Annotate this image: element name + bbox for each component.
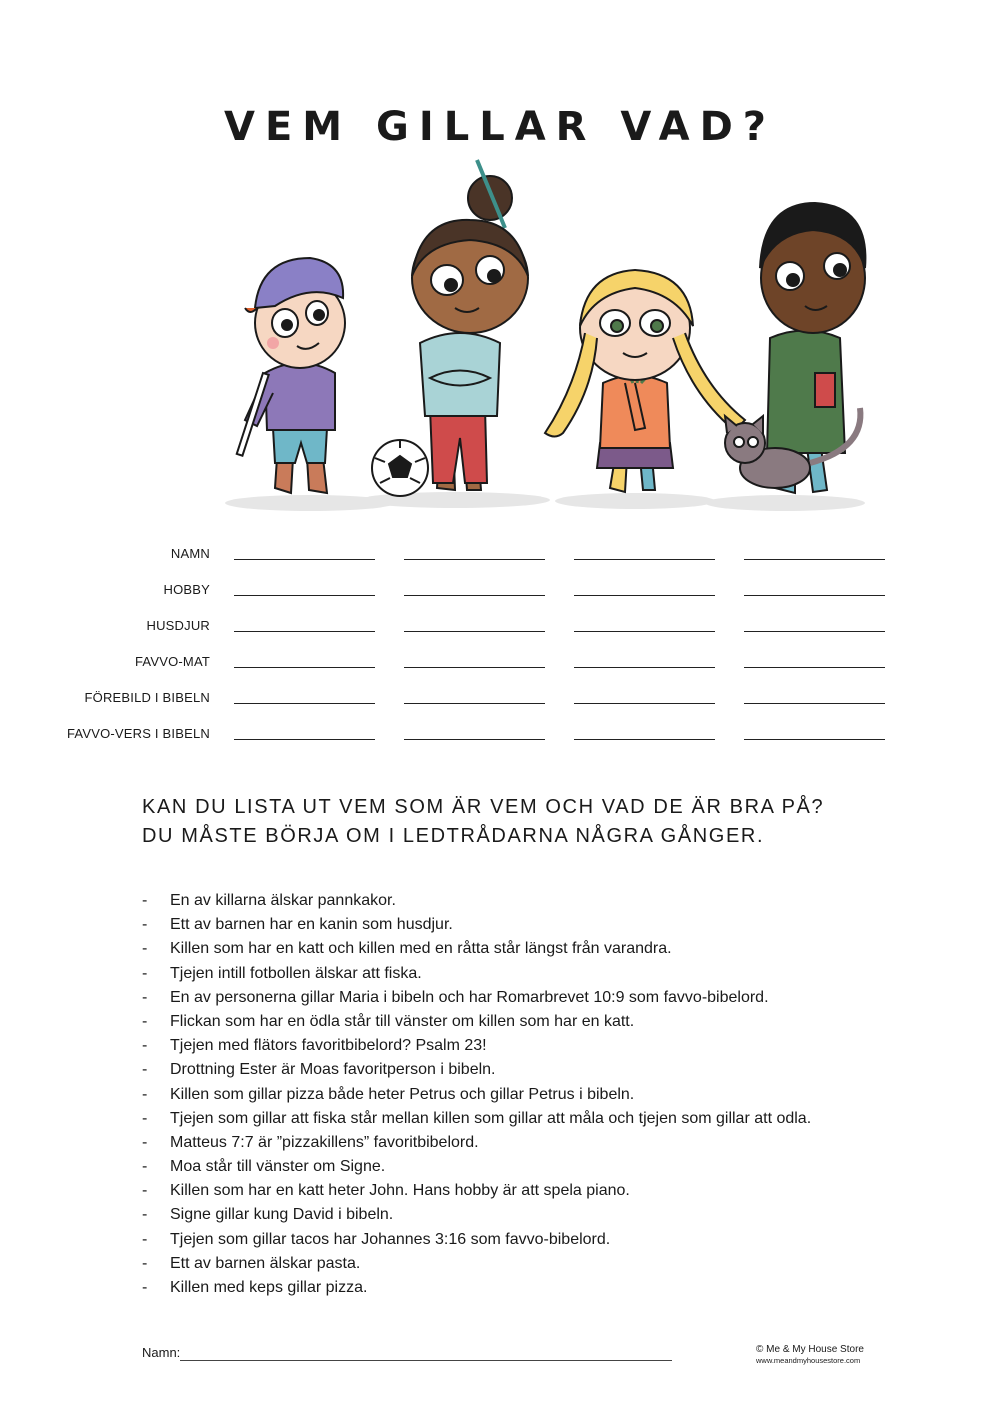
answer-line[interactable]: [404, 631, 545, 632]
answer-line[interactable]: [574, 559, 715, 560]
table-row: [0, 612, 1000, 642]
copyright-text: © Me & My House Store: [756, 1344, 864, 1355]
answer-line[interactable]: [574, 667, 715, 668]
answer-line[interactable]: [234, 595, 375, 596]
answer-line[interactable]: [234, 559, 375, 560]
answer-line[interactable]: [234, 703, 375, 704]
answer-line[interactable]: [234, 631, 375, 632]
list-item: [142, 1230, 811, 1254]
clue-text: Tjejen som gillar tacos har Johannes 3:16 som favvo-bibelord.: [170, 1230, 611, 1248]
bullet-dash: -: [142, 1182, 148, 1200]
answer-line[interactable]: [574, 703, 715, 704]
bullet-dash: -: [142, 1037, 148, 1055]
row-label: NAMN: [170, 546, 210, 561]
clue-text: En av killarna älskar pannkakor.: [170, 892, 396, 909]
list-item: [142, 964, 811, 988]
instruction-line: DU MÅSTE BÖRJA OM I LEDTRÅDARNA NÅGRA GÅNGER.: [142, 825, 765, 847]
name-label: Namn:: [142, 1345, 181, 1360]
bullet-dash: -: [142, 1158, 148, 1176]
girl-with-braids: [545, 270, 745, 492]
clue-text: Tjejen som gillar att fiska står mellan killen som gillar att måla och tjejen som gillar att odla.: [170, 1109, 812, 1127]
girl-with-paintbrush: [412, 160, 528, 490]
list-item: [142, 1012, 811, 1036]
answer-line[interactable]: [574, 631, 715, 632]
bullet-dash: -: [142, 1133, 148, 1151]
copyright-block: [756, 1344, 864, 1366]
table-row: [0, 540, 1000, 570]
answer-line[interactable]: [744, 631, 885, 632]
clue-text: Killen med keps gillar pizza.: [170, 1279, 368, 1296]
answer-line[interactable]: [744, 595, 885, 596]
clue-text: Flickan som har en ödla står till vänster om killen som har en katt.: [170, 1012, 635, 1030]
name-input-line[interactable]: [180, 1360, 672, 1361]
boy-with-cap: [237, 258, 345, 493]
clue-list: [142, 891, 811, 1302]
bullet-dash: -: [142, 1206, 148, 1224]
bullet-dash: -: [142, 892, 148, 909]
list-item: [142, 1133, 811, 1157]
list-item: [142, 1278, 811, 1302]
row-label: FAVVO-MAT: [135, 654, 210, 669]
row-label: FÖREBILD I BIBELN: [84, 690, 210, 705]
list-item: [142, 1060, 811, 1084]
shadow: [705, 495, 865, 511]
list-item: [142, 1254, 811, 1278]
clue-text: Killen som gillar pizza både heter Petrus och gillar Petrus i bibeln.: [170, 1085, 635, 1103]
shadow: [555, 493, 715, 509]
list-item: [142, 1181, 811, 1205]
bullet-dash: -: [142, 940, 148, 958]
bullet-dash: -: [142, 916, 148, 934]
instruction-line: KAN DU LISTA UT VEM SOM ÄR VEM OCH VAD DE ÄR BRA PÅ?: [142, 796, 825, 818]
bullet-dash: -: [142, 1109, 148, 1127]
website-link[interactable]: www.meandmyhousestore.com: [756, 1356, 861, 1365]
bullet-dash: -: [142, 1061, 148, 1079]
answer-line[interactable]: [404, 667, 545, 668]
row-label: HUSDJUR: [146, 618, 210, 633]
list-item: [142, 1205, 811, 1229]
bullet-dash: -: [142, 1012, 148, 1030]
row-label: FAVVO-VERS I BIBELN: [67, 726, 210, 741]
clue-text: Ett av barnen har en kanin som husdjur.: [170, 916, 453, 934]
recorder-icon: [237, 373, 269, 456]
answer-line[interactable]: [744, 559, 885, 560]
answer-line[interactable]: [404, 739, 545, 740]
list-item: [142, 1157, 811, 1181]
bullet-dash: -: [142, 1254, 148, 1272]
answer-line[interactable]: [404, 595, 545, 596]
clue-text: Killen som har en katt och killen med en råtta står längst från varandra.: [170, 940, 672, 958]
clue-text: En av personerna gillar Maria i bibeln och har Romarbrevet 10:9 som favvo-bibelord.: [170, 988, 769, 1006]
book-icon: [815, 373, 835, 407]
list-item: [142, 939, 811, 963]
list-item: [142, 1109, 811, 1133]
answer-line[interactable]: [234, 739, 375, 740]
instruction-heading: [142, 793, 902, 851]
clue-text: Moa står till vänster om Signe.: [170, 1158, 386, 1176]
table-row: [0, 648, 1000, 678]
list-item: [142, 1036, 811, 1060]
bullet-dash: -: [142, 1085, 148, 1103]
page-title: VEM GILLAR VAD?: [224, 104, 776, 150]
table-row: [0, 576, 1000, 606]
list-item: [142, 1085, 811, 1109]
answer-line[interactable]: [744, 703, 885, 704]
bullet-dash: -: [142, 1230, 148, 1248]
list-item: [142, 988, 811, 1012]
answer-line[interactable]: [574, 595, 715, 596]
clue-text: Tjejen med flätors favoritbibelord? Psalm 23!: [170, 1037, 487, 1055]
bullet-dash: -: [142, 1279, 148, 1296]
answer-line[interactable]: [404, 703, 545, 704]
list-item: [142, 891, 811, 915]
clue-text: Tjejen intill fotbollen älskar att fiska.: [170, 964, 422, 982]
clue-text: Ett av barnen älskar pasta.: [170, 1254, 361, 1272]
answer-line[interactable]: [574, 739, 715, 740]
table-row: [0, 720, 1000, 750]
answer-line[interactable]: [234, 667, 375, 668]
clue-text: Matteus 7:7 är ”pizzakillens” favoritbibelord.: [170, 1133, 479, 1151]
row-label: HOBBY: [163, 582, 210, 597]
children-illustration: [215, 158, 875, 513]
bullet-dash: -: [142, 988, 148, 1006]
list-item: [142, 915, 811, 939]
answer-line[interactable]: [404, 559, 545, 560]
answer-line[interactable]: [744, 739, 885, 740]
bullet-dash: -: [142, 964, 148, 982]
clue-text: Signe gillar kung David i bibeln.: [170, 1206, 394, 1224]
soccer-ball-icon: [372, 440, 428, 496]
clue-text: Drottning Ester är Moas favoritperson i bibeln.: [170, 1061, 496, 1079]
clue-text: Killen som har en katt heter John. Hans hobby är att spela piano.: [170, 1182, 630, 1200]
answer-line[interactable]: [744, 667, 885, 668]
table-row: [0, 684, 1000, 714]
